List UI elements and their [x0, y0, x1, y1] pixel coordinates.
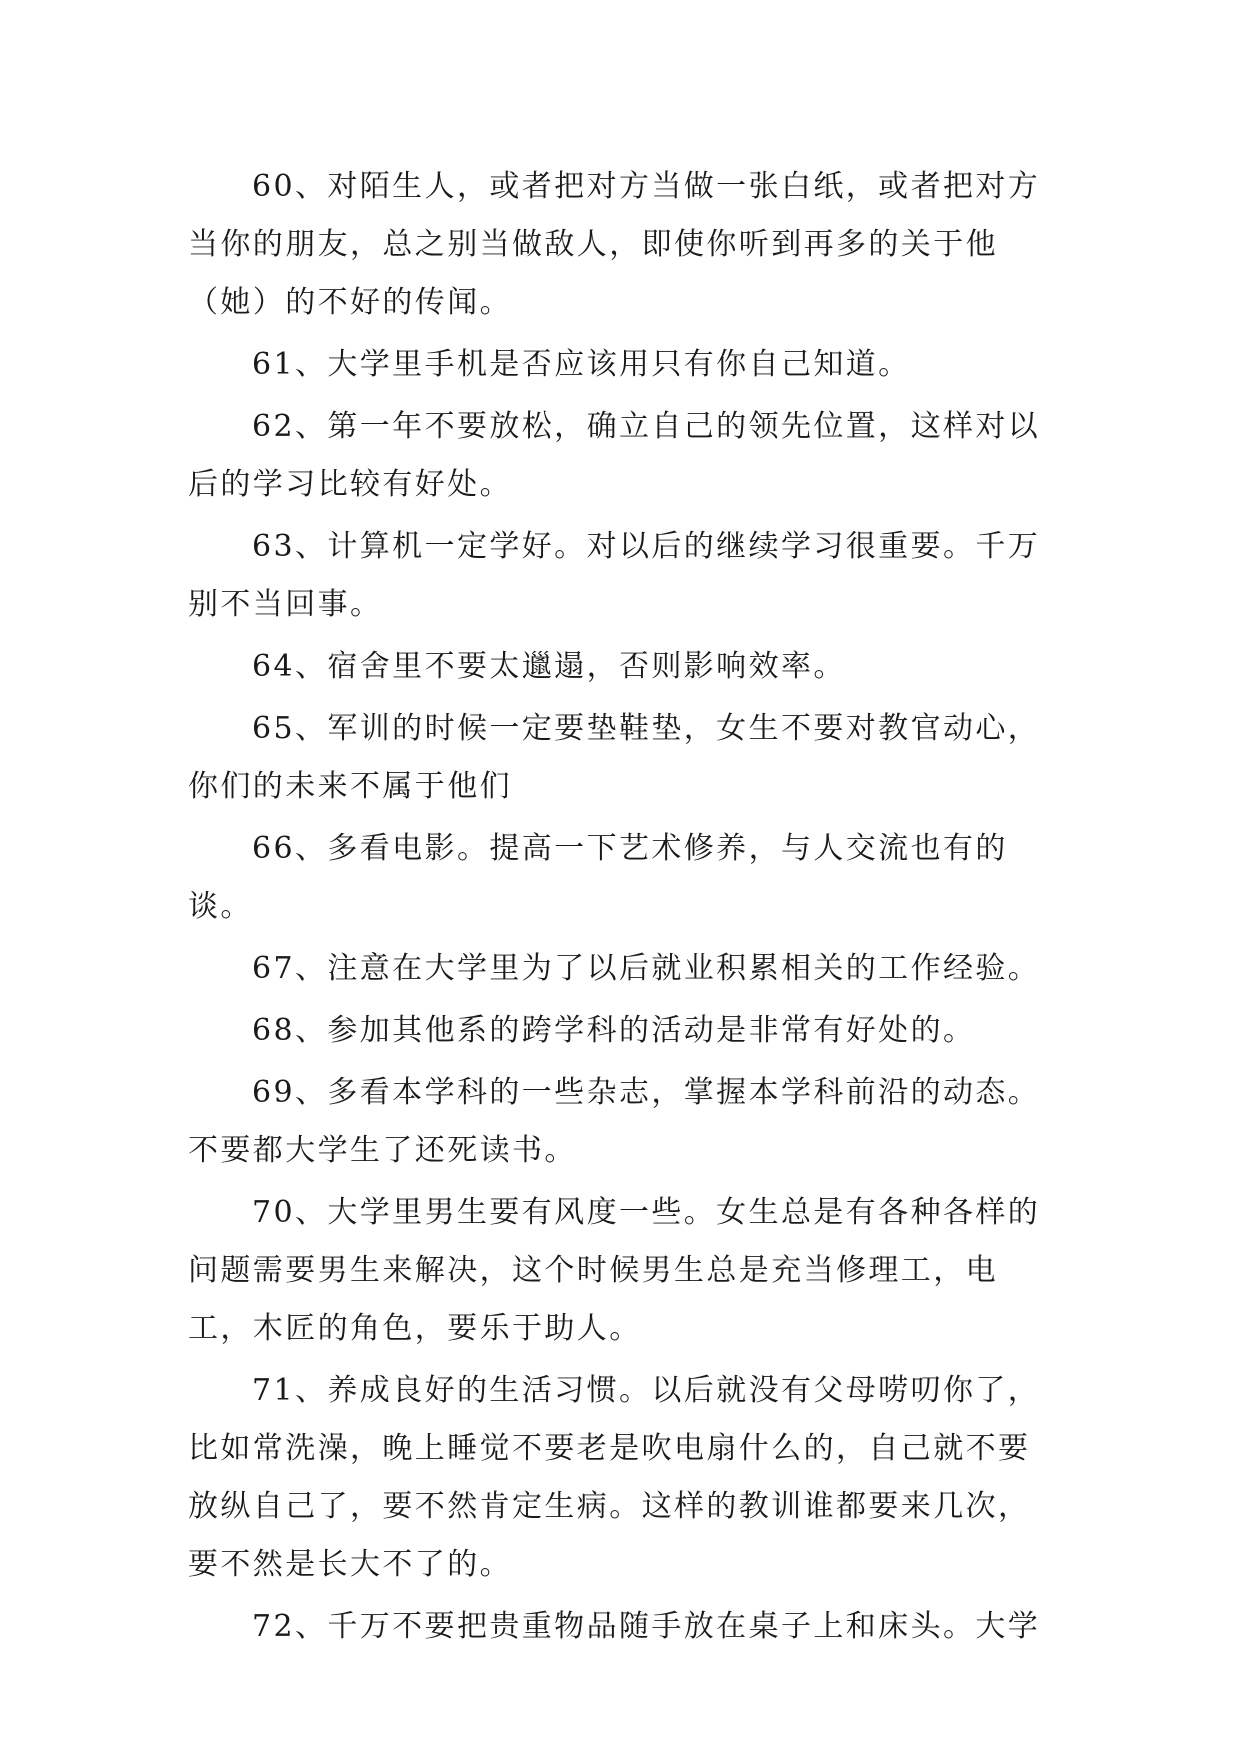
paragraph-60: 60、对陌生人，或者把对方当做一张白纸，或者把对方当你的朋友，总之别当做敌人，即使你听到再多的关于他（她）的不好的传闻。 — [188, 169, 1041, 320]
paragraph-65: 65、军训的时候一定要垫鞋垫，女生不要对教官动心，你们的未来不属于他们 — [188, 711, 1041, 804]
document-body — [188, 158, 1058, 1660]
paragraph-68: 68、参加其他系的跨学科的活动是非常有好处的。 — [252, 1013, 976, 1048]
paragraph-63: 63、计算机一定学好。对以后的继续学习很重要。千万别不当回事。 — [188, 529, 1041, 622]
paragraph-64: 64、宿舍里不要太邋遢，否则影响效率。 — [252, 649, 846, 684]
paragraph-70: 70、大学里男生要有风度一些。女生总是有各种各样的问题需要男生来解决，这个时候男生总是充当修理工，电工，木匠的角色，要乐于助人。 — [188, 1195, 1041, 1346]
paragraph-67: 67、注意在大学里为了以后就业积累相关的工作经验。 — [252, 951, 1041, 986]
paragraph-71: 71、养成良好的生活习惯。以后就没有父母唠叨你了，比如常洗澡，晚上睡觉不要老是吹电扇什么的，自己就不要放纵自己了，要不然肯定生病。这样的教训谁都要来几次，要不然是长大不了的。 — [188, 1373, 1041, 1582]
paragraph-69: 69、多看本学科的一些杂志，掌握本学科前沿的动态。不要都大学生了还死读书。 — [188, 1075, 1041, 1168]
paragraph-66: 66、多看电影。提高一下艺术修养，与人交流也有的谈。 — [188, 831, 1008, 924]
paragraph-62: 62、第一年不要放松，确立自己的领先位置，这样对以后的学习比较有好处。 — [188, 409, 1041, 502]
paragraph-61: 61、大学里手机是否应该用只有你自己知道。 — [252, 347, 911, 382]
paragraph-72: 72、千万不要把贵重物品随手放在桌子上和床头。大学 — [252, 1609, 1041, 1644]
